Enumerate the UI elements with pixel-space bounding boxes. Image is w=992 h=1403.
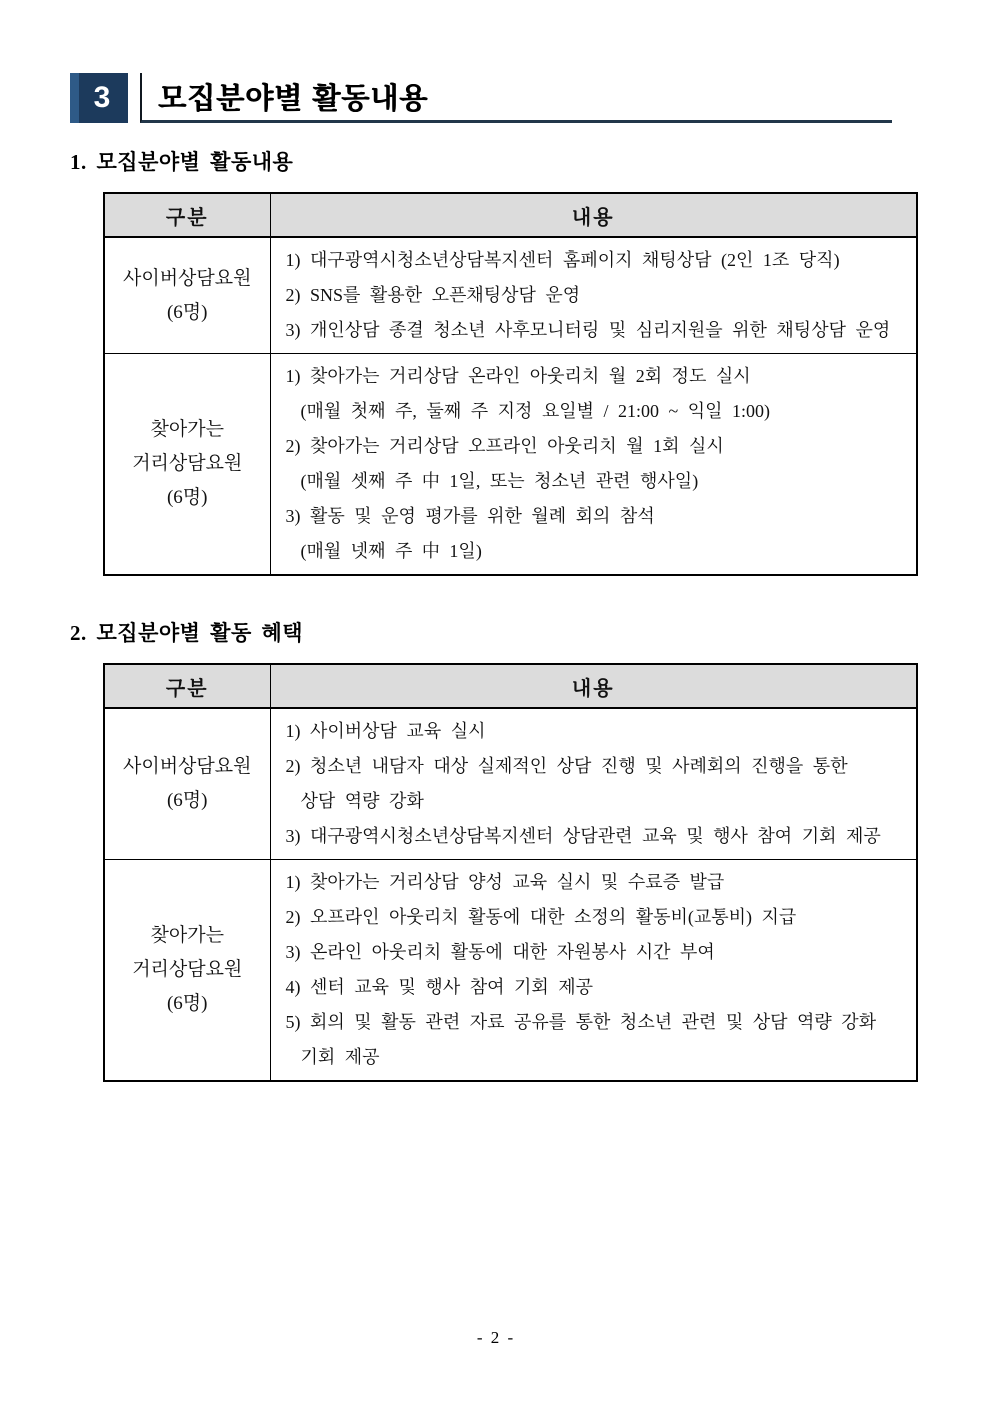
content-cell bbox=[270, 237, 917, 354]
category-line: (6명) bbox=[166, 790, 208, 811]
table-row bbox=[104, 354, 917, 576]
column-header-category: 구분 bbox=[104, 193, 270, 237]
content-cell bbox=[270, 354, 917, 576]
content-line: (매월 셋째 주 中 1일, 또는 청소년 관련 행사일) bbox=[300, 471, 699, 491]
section-heading: 1. 모집분야별 활동내용 bbox=[70, 150, 294, 174]
section-banner bbox=[70, 73, 892, 123]
sections-container bbox=[70, 123, 922, 1082]
table-header-row bbox=[104, 664, 917, 708]
category-line: 찾아가는 bbox=[150, 925, 224, 946]
column-header-category: 구분 bbox=[104, 664, 270, 708]
table-row bbox=[104, 708, 917, 860]
content-line: 2) 찾아가는 거리상담 오프라인 아웃리치 월 1회 실시 bbox=[285, 436, 724, 456]
content-cell bbox=[270, 860, 917, 1082]
page-footer bbox=[0, 1328, 992, 1348]
table-header-row bbox=[104, 193, 917, 237]
section-heading: 2. 모집분야별 활동 혜택 bbox=[70, 621, 304, 645]
page-number: - 2 - bbox=[476, 1328, 516, 1347]
content-line: 2) SNS를 활용한 오픈채팅상담 운영 bbox=[285, 285, 581, 305]
content-line: 4) 센터 교육 및 행사 참여 기회 제공 bbox=[285, 977, 594, 997]
category-line: (6명) bbox=[166, 487, 208, 508]
banner-title: 모집분야별 활동내용 bbox=[158, 83, 429, 115]
category-line: (6명) bbox=[166, 301, 208, 323]
content-line: 1) 찾아가는 거리상담 온라인 아웃리치 월 2회 정도 실시 bbox=[285, 366, 751, 386]
column-header-content: 내용 bbox=[270, 193, 917, 237]
category-cell bbox=[104, 354, 270, 576]
content-line: 2) 청소년 내담자 대상 실제적인 상담 진행 및 사례회의 진행을 통한 bbox=[285, 756, 848, 776]
content-line: (매월 넷째 주 中 1일) bbox=[300, 541, 482, 561]
content-line: 2) 오프라인 아웃리치 활동에 대한 소정의 활동비(교통비) 지급 bbox=[285, 907, 797, 927]
section-number: 3 bbox=[93, 81, 111, 114]
content-line: 1) 대구광역시청소년상담복지센터 홈페이지 채팅상담 (2인 1조 당직) bbox=[285, 250, 840, 270]
table-row bbox=[104, 237, 917, 354]
content-table bbox=[103, 192, 918, 576]
content-line: 3) 개인상담 종결 청소년 사후모니터링 및 심리지원을 위한 채팅상담 운영 bbox=[285, 320, 891, 340]
category-cell bbox=[104, 237, 270, 354]
content-line: 3) 대구광역시청소년상담복지센터 상담관련 교육 및 행사 참여 기회 제공 bbox=[285, 826, 881, 846]
content-line: (매월 첫째 주, 둘째 주 지정 요일별 / 21:00 ~ 익일 1:00) bbox=[300, 401, 771, 421]
category-line: 찾아가는 bbox=[150, 419, 224, 440]
content-line: 기회 제공 bbox=[300, 1047, 380, 1067]
banner-title-rule bbox=[140, 73, 892, 123]
content-cell bbox=[270, 708, 917, 860]
column-header-content: 내용 bbox=[270, 664, 917, 708]
category-line: 사이버상담요원 bbox=[123, 756, 252, 777]
content-line: 3) 활동 및 운영 평가를 위한 월례 회의 참석 bbox=[285, 506, 655, 526]
category-line: (6명) bbox=[166, 993, 208, 1014]
category-line: 거리상담요원 bbox=[132, 959, 243, 980]
content-line: 5) 회의 및 활동 관련 자료 공유를 통한 청소년 관련 및 상담 역량 강화 bbox=[285, 1012, 877, 1032]
content-line: 1) 사이버상담 교육 실시 bbox=[285, 721, 486, 741]
category-cell bbox=[104, 708, 270, 860]
content-table bbox=[103, 663, 918, 1082]
content-line: 상담 역량 강화 bbox=[300, 791, 424, 811]
number-box-accent-strip bbox=[70, 73, 79, 123]
category-cell bbox=[104, 860, 270, 1082]
document-section bbox=[70, 146, 922, 576]
category-line: 거리상담요원 bbox=[132, 453, 243, 474]
content-line: 3) 온라인 아웃리치 활동에 대한 자원봉사 시간 부여 bbox=[285, 942, 715, 962]
content-line: 1) 찾아가는 거리상담 양성 교육 실시 및 수료증 발급 bbox=[285, 872, 725, 892]
section-number-box bbox=[70, 73, 128, 123]
table-row bbox=[104, 860, 917, 1082]
category-line: 사이버상담요원 bbox=[123, 267, 252, 289]
document-section bbox=[70, 617, 922, 1082]
